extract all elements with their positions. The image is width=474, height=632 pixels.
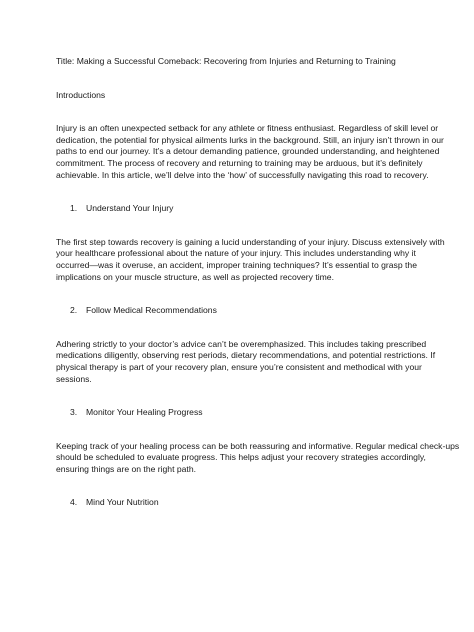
text-line: The first step towards recovery is gaining a lucid understanding of your injury. Discuss extensively with: [56, 236, 445, 247]
text-line: achievable. In this article, we’ll delve into the ‘how’ of successfully navigating this road to recovery.: [56, 169, 429, 180]
text-line: physical therapy is part of your recovery plan, ensure you’re consistent and methodical with your: [56, 361, 422, 372]
text-line: commitment. The process of recovery and returning to training may be arduous, but it’s definitely: [56, 157, 423, 168]
section-number: 1.: [70, 203, 78, 214]
document-title: Title: Making a Successful Comeback: Recovering from Injuries and Returning to Training: [56, 56, 396, 66]
section-title: Understand Your Injury: [86, 203, 174, 214]
text-line: paths to end our journey. It’s a detour demanding patience, grounded understanding, and heightened: [56, 146, 440, 157]
section-heading-medical-recommendations: [70, 305, 434, 317]
section-title: Mind Your Nutrition: [86, 497, 159, 508]
section-number: 4.: [70, 497, 78, 508]
text-line: medications diligently, observing rest periods, dietary recommendations, and potential restrictions. If: [56, 350, 436, 361]
text-line: Keeping track of your healing process can be both reassuring and informative. Regular medical check-ups: [56, 440, 460, 451]
intro-paragraph: [56, 123, 444, 181]
section-title: Follow Medical Recommendations: [86, 305, 217, 316]
intro-heading: Introductions: [56, 89, 106, 100]
text-line: Adhering strictly to your doctor’s advice can’t be overemphasized. This includes taking prescribed: [56, 338, 427, 349]
section-heading-nutrition: [70, 497, 434, 509]
text-line: should be scheduled to evaluate progress. This helps adjust your recovery strategies accordingly,: [56, 452, 426, 463]
text-line: Injury is an often unexpected setback for any athlete or fitness enthusiast. Regardless of skill level or: [56, 123, 439, 134]
section-paragraph: [56, 440, 460, 476]
text-line: your healthcare professional about the nature of your injury. This includes understanding why it: [56, 248, 416, 259]
text-line: ensuring things are on the right path.: [56, 463, 196, 474]
section-heading-understand-injury: [70, 203, 434, 215]
section-heading-healing-progress: [70, 407, 434, 419]
text-line: occurred—was it overuse, an accident, improper training techniques? It’s essential to grasp the: [56, 259, 417, 270]
text-line: dedication, the potential for physical ailments lurks in the background. Still, an injury isn’t thrown in our: [56, 134, 444, 145]
section-paragraph: [56, 339, 434, 385]
text-line: sessions.: [56, 373, 92, 384]
text-line: implications on your muscle structure, as well as projected recovery time.: [56, 271, 334, 282]
section-number: 2.: [70, 305, 78, 316]
section-paragraph: [56, 236, 445, 283]
section-title: Monitor Your Healing Progress: [86, 407, 203, 418]
section-number: 3.: [70, 407, 78, 418]
